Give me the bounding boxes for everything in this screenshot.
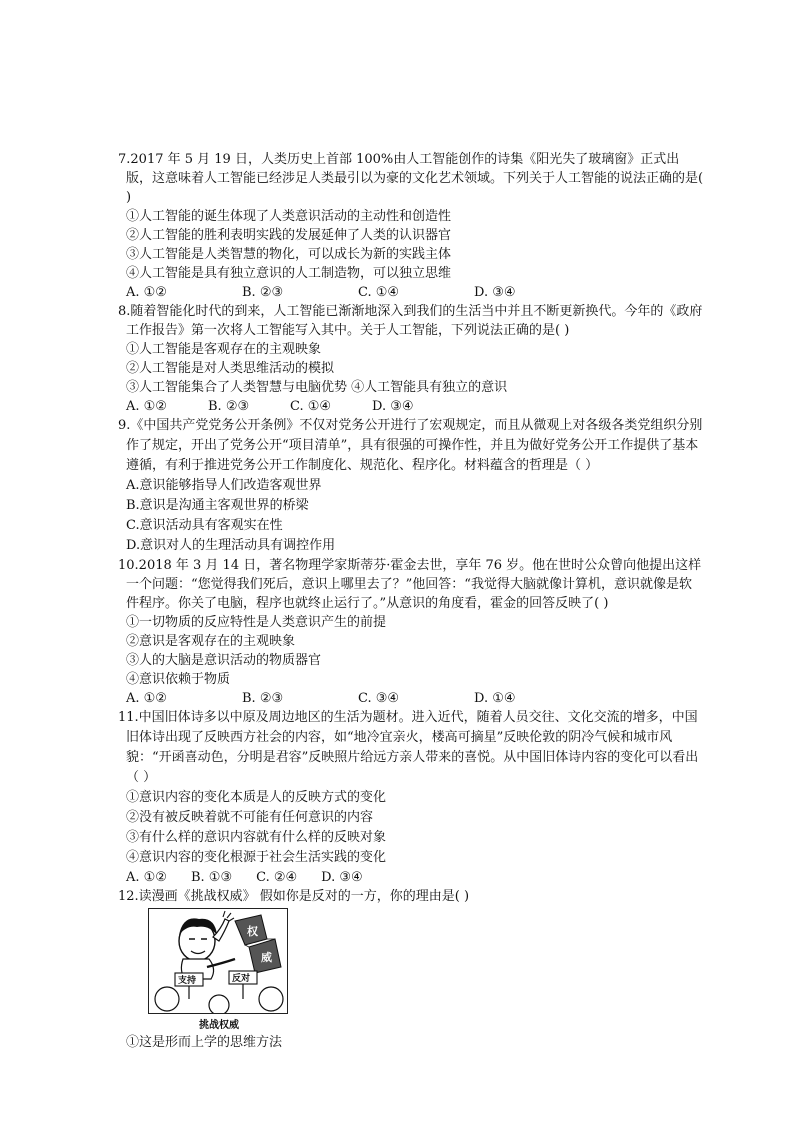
choice-d: D. ③④ [372, 399, 414, 414]
exam-page [118, 150, 704, 1065]
choice-a: A. ①② [126, 285, 167, 300]
choice-b: B.意识是沟通主客观世界的桥梁 [126, 498, 309, 513]
question-10 [118, 556, 704, 708]
choice-c: C. ①④ [290, 399, 332, 414]
choice-a: A.意识能够指导人们改造客观世界 [126, 478, 322, 493]
answer-choices [118, 689, 704, 708]
choice-a: A. ①② [126, 870, 167, 885]
choice-c: C. ②④ [256, 870, 298, 885]
statement-option: ①意识内容的变化本质是人的反映方式的变化 [126, 790, 387, 805]
statement-option: ③人工智能集合了人类智慧与电脑优势 ④人工智能具有独立的意识 [126, 380, 508, 395]
cartoon-caption: 挑战权威 [199, 1020, 239, 1031]
statement-option: ②没有被反映着就不可能有任何意识的内容 [126, 810, 374, 825]
answer-choices [118, 397, 704, 416]
question-stem: 9.《中国共产党党务公开条例》不仅对党务公开进行了宏观规定，而且从微观上对各级各类党组织分别作了规定，开出了党务公开“项目清单”，具有很强的可操作性，并且为做好党务公开工作提供了基本遵循，有利于推进党务公开工作制度化、规范化、程序化。材料蕴含的哲理是（ ） [118, 418, 703, 473]
question-stem: 8.随着智能化时代的到来，人工智能已渐渐地深入到我们的生活当中并且不断更新换代。今年的《政府工作报告》第一次将人工智能写入其中。关于人工智能，下列说法正确的是( ) [118, 304, 703, 338]
statement-option: ④意识内容的变化根源于社会生活实践的变化 [126, 850, 387, 865]
choice-d: D. ①④ [474, 691, 516, 706]
statement-option: ①人工智能的诞生体现了人类意识活动的主动性和创造性 [126, 209, 452, 224]
statement-option: ①人工智能是客观存在的主观映象 [126, 342, 322, 357]
choice-a: A. ①② [126, 399, 167, 414]
statement-option: ④人工智能是具有独立意识的人工制造物，可以独立思维 [126, 266, 452, 281]
statement-option: ④意识依赖于物质 [126, 672, 231, 687]
statement-option: ①这是形而上学的思维方法 [126, 1035, 283, 1050]
statement-option: ③人工智能是人类智慧的物化，可以成长为新的实践主体 [126, 247, 452, 262]
answer-choices [118, 283, 704, 302]
question-stem: 12.读漫画《挑战权威》 假如你是反对的一方，你的理由是( ) [118, 889, 470, 904]
cartoon-figure [148, 908, 290, 1031]
question-7 [118, 150, 704, 302]
choice-c: C.意识活动具有客观实在性 [126, 518, 283, 533]
choice-d: D.意识对人的生理活动具有调控作用 [126, 538, 336, 553]
choice-c: C. ③④ [358, 691, 400, 706]
statement-option: ②人工智能是对人类思维活动的模拟 [126, 361, 335, 376]
cartoon-illustration [148, 908, 288, 1014]
statement-option: ③有什么样的意识内容就有什么样的反映对象 [126, 830, 387, 845]
question-9 [118, 416, 704, 556]
statement-option: ②人工智能的胜利表明实践的发展延伸了人类的认识器官 [126, 228, 452, 243]
block-char-bottom: 威 [261, 951, 272, 964]
block-char-top: 权 [247, 925, 258, 938]
statement-option: ②意识是客观存在的主观映象 [126, 634, 296, 649]
choice-d: D. ③④ [474, 285, 516, 300]
statement-option: ①一切物质的反应特性是人类意识产生的前提 [126, 615, 387, 630]
choice-b: B. ②③ [242, 691, 284, 706]
choice-b: B. ②③ [208, 399, 250, 414]
sign-oppose: 反对 [232, 974, 251, 984]
choice-c: C. ①④ [358, 285, 400, 300]
choice-a: A. ①② [126, 691, 167, 706]
choice-b: B. ①③ [190, 870, 233, 885]
choice-d: D. ③④ [321, 870, 363, 885]
statement-option: ③人的大脑是意识活动的物质器官 [126, 653, 322, 668]
question-12 [118, 887, 704, 1052]
question-stem: 10.2018 年 3 月 14 日，著名物理学家斯蒂芬·霍金去世，享年 76 岁。他在世时公众曾向他提出这样一个问题：“您觉得我们死后，意识上哪里去了？”他回答：“我觉得大脑就像计算机，意识就像是软件程序。你关了电脑，程序也就终止运行了。”从意识的角度看，霍金的回答反映了( ) [118, 558, 702, 611]
question-8 [118, 302, 704, 416]
question-stem: 11.中国旧体诗多以中原及周边地区的生活为题材。进入近代，随着人员交往、文化交流的增多，中国旧体诗出现了反映西方社会的内容，如“地冷宜亲火，楼高可摘星”反映伦敦的阴冷气候和城市风貌：“开函喜动色，分明是君容”反映照片给远方亲人带来的喜悦。从中国旧体诗内容的变化可以看出（ ） [118, 710, 699, 785]
choice-b: B. ②③ [242, 285, 284, 300]
question-11 [118, 708, 704, 887]
sign-support: 支持 [178, 976, 197, 986]
question-stem: 7.2017 年 5 月 19 日，人类历史上首部 100%由人工智能创作的诗集《阳光失了玻璃窗》正式出版，这意味着人工智能已经涉足人类最引以为豪的文化艺术领域。下列关于人工智能的说法正确的是( ) [118, 152, 704, 205]
answer-choices [118, 868, 704, 887]
